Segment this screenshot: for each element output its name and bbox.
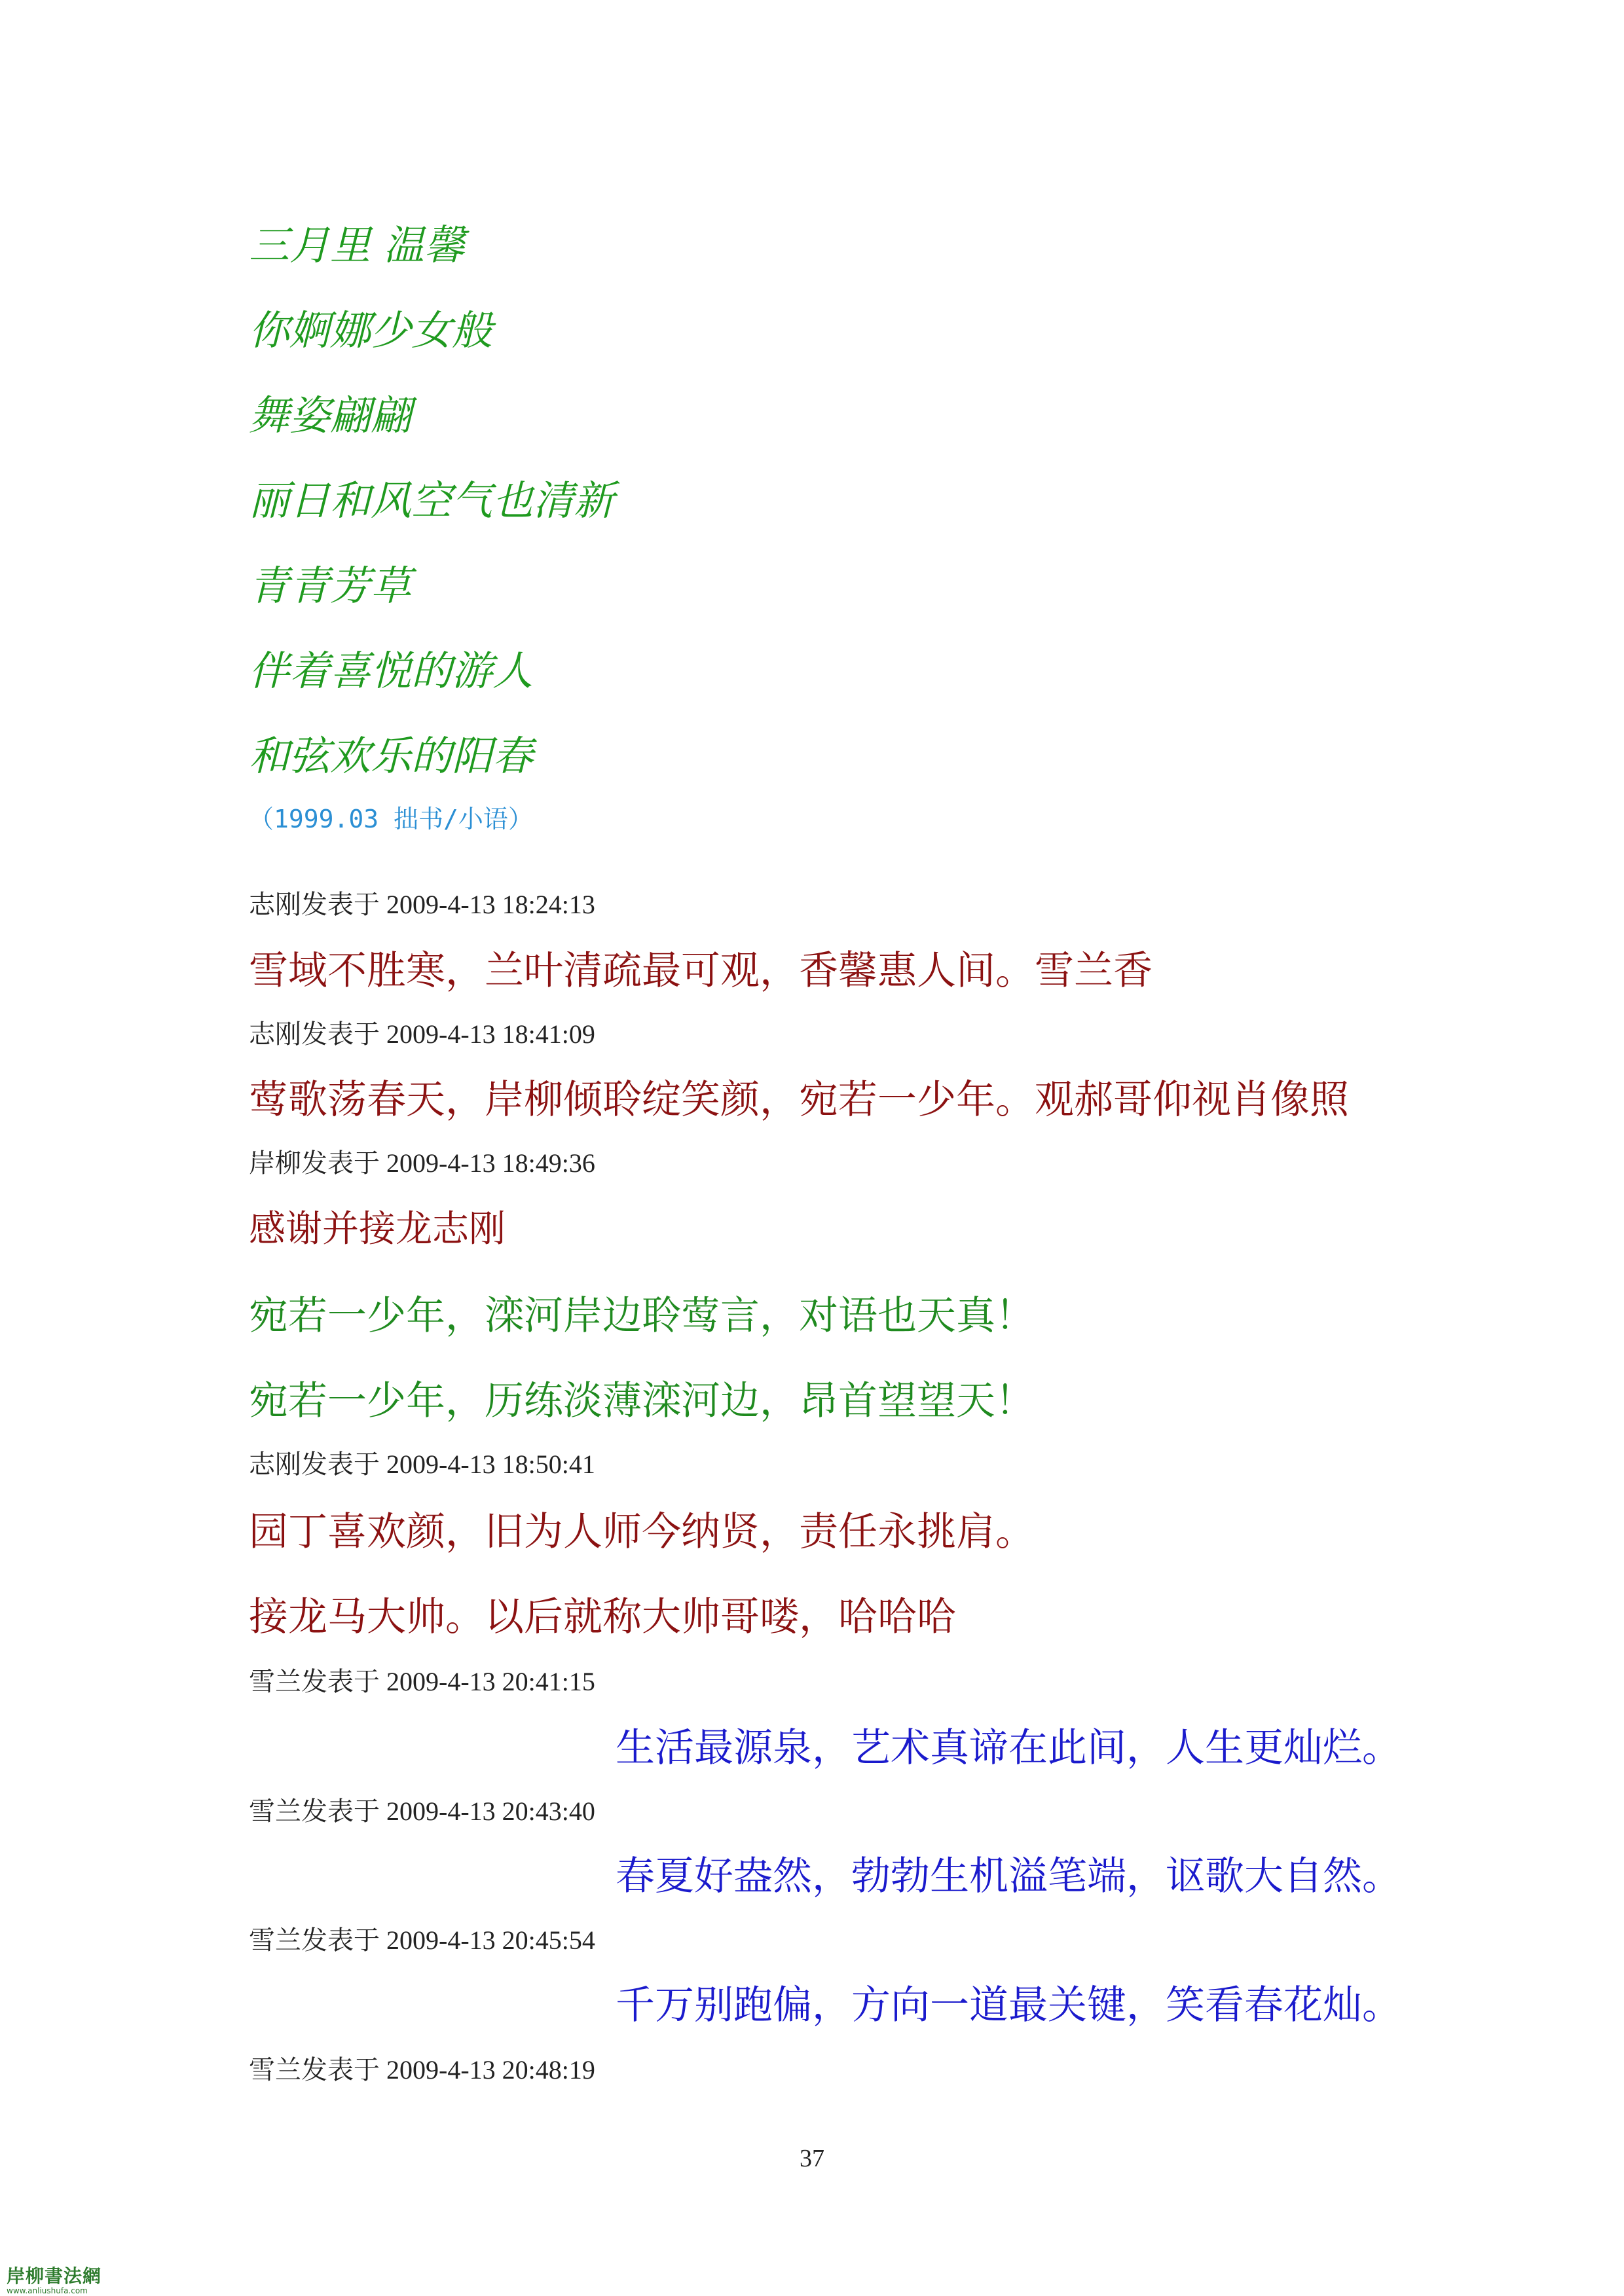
post-text-5: 生活最源泉，艺术真谛在此间，人生更灿烂。	[616, 1725, 1401, 1771]
post-text-3a: 感谢并接龙志刚	[249, 1208, 506, 1250]
post-meta-7: 雪兰发表于 2009-4-13 20:45:54	[249, 1925, 595, 1955]
poem-line-1: 三月里 温馨	[249, 221, 465, 269]
post-text-3c: 宛若一少年，历练淡薄滦河边，昂首望望天！	[249, 1378, 1035, 1424]
post-meta-4: 志刚发表于 2009-4-13 18:50:41	[249, 1449, 595, 1479]
watermark-logo	[7, 2267, 101, 2295]
post-text-3b: 宛若一少年，滦河岸边聆莺言，对语也天真！	[249, 1293, 1035, 1339]
poem-line-3: 舞姿翩翩	[249, 392, 412, 439]
post-meta-5: 雪兰发表于 2009-4-13 20:41:15	[249, 1667, 595, 1696]
poem-line-5: 青青芳草	[249, 562, 412, 610]
post-text-4b: 接龙马大帅。以后就称大帅哥喽，哈哈哈	[249, 1594, 956, 1640]
post-meta-3: 岸柳发表于 2009-4-13 18:49:36	[249, 1148, 595, 1178]
poem-line-2: 你婀娜少女般	[249, 306, 493, 354]
poem-line-7: 和弦欢乐的阳春	[249, 732, 534, 780]
post-meta-2: 志刚发表于 2009-4-13 18:41:09	[249, 1019, 595, 1049]
post-meta-6: 雪兰发表于 2009-4-13 20:43:40	[249, 1796, 595, 1826]
post-text-7: 千万别跑偏，方向一道最关键，笑看春花灿。	[616, 1982, 1401, 2028]
page-number: 37	[800, 2145, 824, 2172]
post-text-4a: 园丁喜欢颜，旧为人师今纳贤，责任永挑肩。	[249, 1509, 1035, 1555]
post-text-1: 雪域不胜寒，兰叶清疏最可观，香馨惠人间。雪兰香	[249, 948, 1153, 994]
poem-line-4: 丽日和风空气也清新	[249, 477, 615, 524]
post-meta-8: 雪兰发表于 2009-4-13 20:48:19	[249, 2055, 595, 2085]
post-meta-1: 志刚发表于 2009-4-13 18:24:13	[249, 890, 595, 919]
poem-source: （1999.03 拙书/小语）	[249, 805, 533, 833]
watermark-name: 岸柳書法網	[7, 2265, 102, 2287]
post-text-6: 春夏好盎然，勃勃生机溢笔端，讴歌大自然。	[616, 1853, 1401, 1899]
watermark-url: www.anliushufa.com	[7, 2286, 88, 2295]
poem-line-6: 伴着喜悦的游人	[249, 647, 534, 695]
post-text-2: 莺歌荡春天，岸柳倾聆绽笑颜，宛若一少年。观郝哥仰视肖像照	[249, 1077, 1349, 1123]
